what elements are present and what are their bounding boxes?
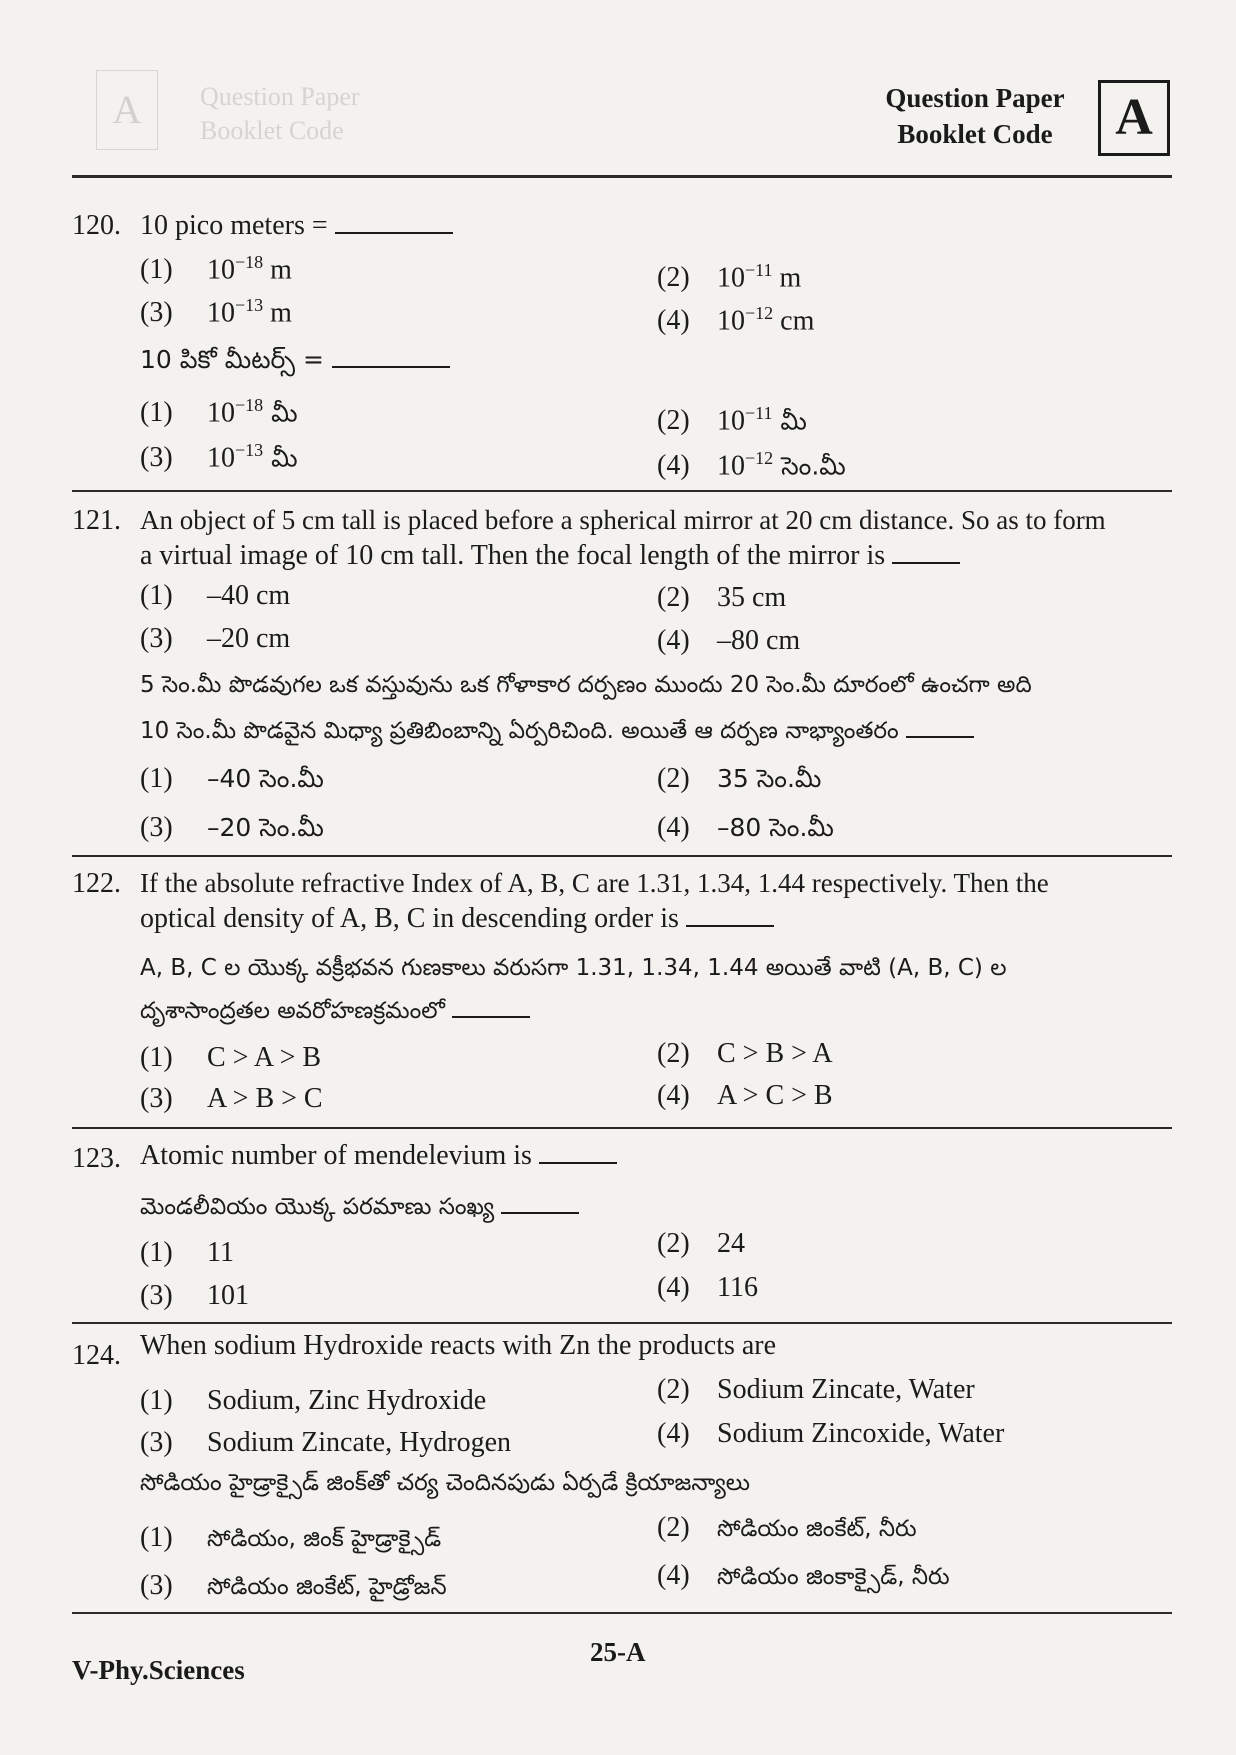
question-stem-te: మెండలీవియం యొక్క పరమాణు సంఖ్య xyxy=(140,1192,579,1226)
option-4: (4) A > C > B xyxy=(657,1080,833,1111)
option-te-2: (2) 35 సెం.మీ xyxy=(657,763,822,794)
question-stem-en-line2: optical density of A, B, C in descending order is xyxy=(140,903,774,935)
question-stem-en-line2: a virtual image of 10 cm tall. Then the focal length of the mirror is xyxy=(140,540,960,572)
option-te-1: (1) $10^{-18}$ మీ xyxy=(140,395,298,429)
question-divider xyxy=(72,1322,1172,1324)
option-en-4: (4) –80 cm xyxy=(657,625,801,656)
option-4: (4) 116 xyxy=(657,1272,758,1303)
question-number: 123. xyxy=(72,1143,121,1174)
option-te-3: (3) –20 సెం.మీ xyxy=(140,812,324,843)
page-number: 25-A xyxy=(590,1637,646,1667)
option-en-2: (2) $10^{-11}$ m xyxy=(657,260,802,294)
question-stem-en-line1: If the absolute refractive Index of A, B, C are 1.31, 1.34, 1.44 respectively. Then the xyxy=(140,868,1049,898)
option-en-1: (1) Sodium, Zinc Hydroxide xyxy=(140,1385,487,1416)
question-divider xyxy=(72,490,1172,492)
option-en-3: (3) –20 cm xyxy=(140,623,291,654)
option-te-3: (3) సోడియం జింకేట్, హైడ్రోజన్ xyxy=(140,1570,447,1601)
footer-divider xyxy=(72,1612,1172,1614)
option-en-4: (4) $10^{-12}$ cm xyxy=(657,303,815,337)
question-stem-en: Atomic number of mendelevium is xyxy=(140,1140,617,1172)
question-stem-en-line1: An object of 5 cm tall is placed before a spherical mirror at 20 cm distance. So as to form xyxy=(140,505,1106,535)
option-te-2: (2) $10^{-11}$ మీ xyxy=(657,403,807,437)
question-number: 122. xyxy=(72,868,121,899)
option-te-3: (3) $10^{-13}$ మీ xyxy=(140,440,298,474)
question-stem-en: 10 pico meters = xyxy=(140,210,453,242)
question-stem-te-line2: దృశాసాంద్రతల అవరోహణక్రమంలో xyxy=(140,996,530,1030)
question-stem-te-line1: A, B, C ల యొక్క వక్రీభవన గుణకాలు వరుసగా 1.31, 1.34, 1.44 అయితే వాటి (A, B, C) ల xyxy=(140,955,1007,981)
ghost-booklet-code: A xyxy=(96,70,158,150)
booklet-code-label: Question Paper Booklet Code xyxy=(885,83,1065,149)
question-number: 120. xyxy=(72,210,121,241)
option-2: (2) C > B > A xyxy=(657,1038,833,1069)
ghost-booklet-label: Question Paper Booklet Code xyxy=(200,82,360,145)
option-1: (1) C > A > B xyxy=(140,1042,322,1073)
option-en-2: (2) 35 cm xyxy=(657,582,787,613)
question-divider xyxy=(72,1127,1172,1129)
option-2: (2) 24 xyxy=(657,1228,745,1259)
option-3: (3) 101 xyxy=(140,1280,249,1311)
option-te-4: (4) –80 సెం.మీ xyxy=(657,812,834,843)
question-number: 124. xyxy=(72,1340,121,1371)
header-divider xyxy=(72,175,1172,178)
option-1: (1) 11 xyxy=(140,1237,234,1268)
option-te-1: (1) సోడియం, జింక్ హైడ్రాక్సైడ్ xyxy=(140,1522,442,1553)
option-te-1: (1) –40 సెం.మీ xyxy=(140,763,324,794)
option-en-3: (3) $10^{-13}$ m xyxy=(140,295,292,329)
option-en-2: (2) Sodium Zincate, Water xyxy=(657,1374,975,1405)
question-stem-te-line2: 10 సెం.మీ పొడవైన మిధ్యా ప్రతిబింబాన్ని ఏర్పరిచింది. అయితే ఆ దర్పణ నాభ్యాంతరం xyxy=(140,716,974,750)
option-en-1: (1) –40 cm xyxy=(140,580,291,611)
question-divider xyxy=(72,855,1172,857)
question-number: 121. xyxy=(72,505,121,536)
subject-code: V-Phy.Sciences xyxy=(72,1655,245,1685)
option-en-1: (1) $10^{-18}$ m xyxy=(140,252,292,286)
question-stem-en: When sodium Hydroxide reacts with Zn the products are xyxy=(140,1330,777,1361)
option-en-4: (4) Sodium Zincoxide, Water xyxy=(657,1418,1005,1449)
option-3: (3) A > B > C xyxy=(140,1083,323,1114)
option-en-3: (3) Sodium Zincate, Hydrogen xyxy=(140,1427,512,1458)
question-stem-te-line1: 5 సెం.మీ పొడవుగల ఒక వస్తువును ఒక గోళాకార దర్పణం ముందు 20 సెం.మీ దూరంలో ఉంచగా అది xyxy=(140,672,1032,698)
option-te-4: (4) సోడియం జింకాక్సైడ్, నీరు xyxy=(657,1560,950,1591)
option-te-2: (2) సోడియం జింకేట్, నీరు xyxy=(657,1512,917,1543)
question-stem-te: సోడియం హైడ్రాక్సైడ్ జింక్‌తో చర్య చెందినపుడు ఏర్పడే క్రియాజన్యాలు xyxy=(140,1470,751,1496)
question-stem-te: 10 పికో మీటర్స్ = xyxy=(140,345,450,381)
booklet-code-box: A xyxy=(1098,80,1170,156)
option-te-4: (4) $10^{-12}$ సెం.మీ xyxy=(657,448,846,482)
